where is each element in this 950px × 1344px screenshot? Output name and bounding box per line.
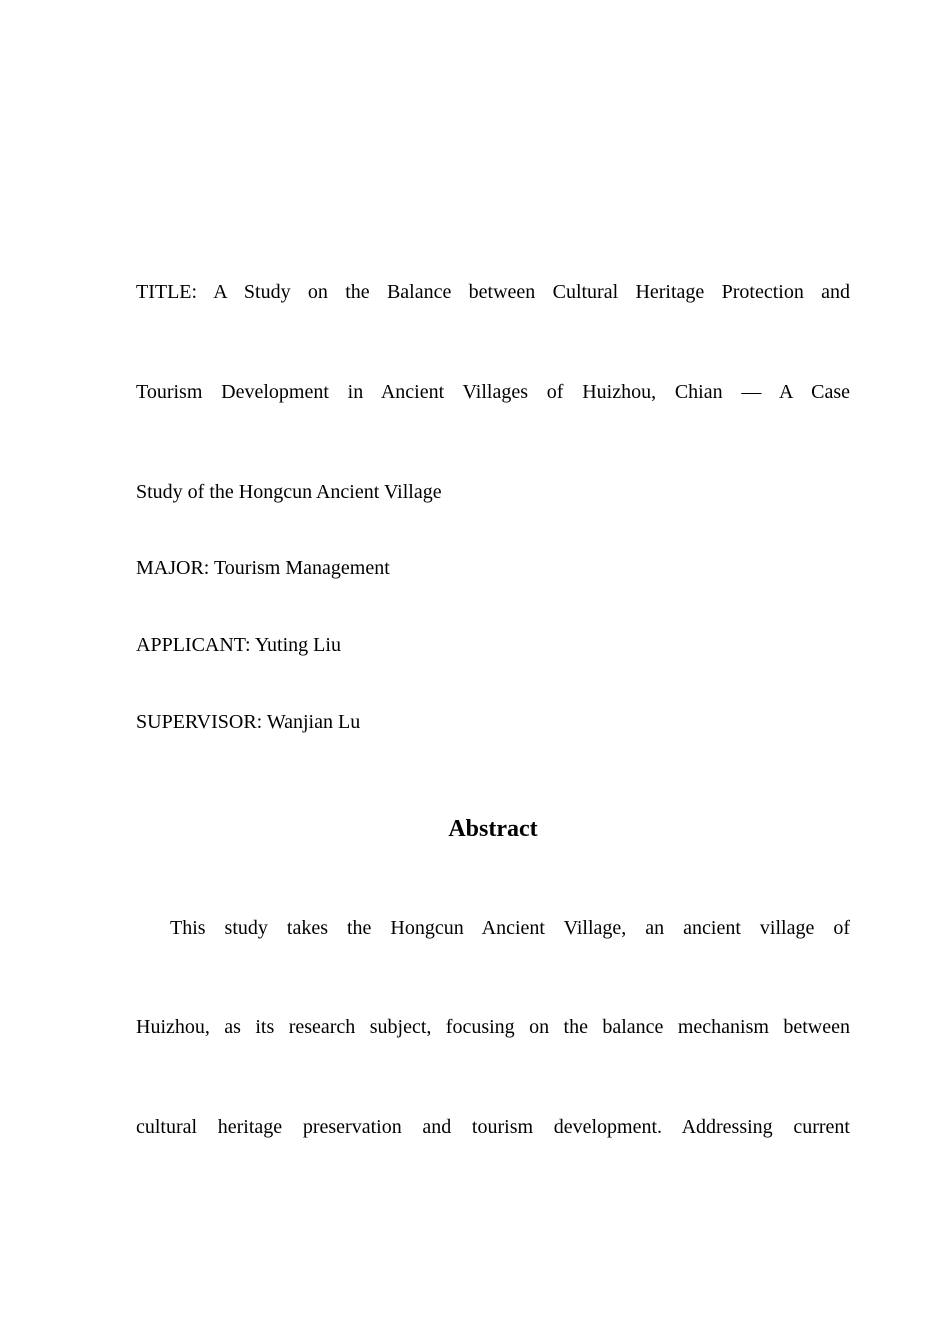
major-line: MAJOR: Tourism Management (136, 557, 390, 579)
abstract-line-2: Huizhou, as its research subject, focusing on the balance mechanism between (136, 1016, 850, 1038)
title-line-2: Tourism Development in Ancient Villages of Huizhou, Chian — A Case (136, 381, 850, 403)
applicant-line: APPLICANT: Yuting Liu (136, 634, 341, 656)
title-line-1: TITLE: A Study on the Balance between Cultural Heritage Protection and (136, 281, 850, 303)
title-line-3: Study of the Hongcun Ancient Village (136, 481, 442, 503)
abstract-line-3: cultural heritage preservation and tourism development. Addressing current (136, 1116, 850, 1138)
abstract-line-1: This study takes the Hongcun Ancient Village, an ancient village of (170, 917, 850, 939)
abstract-heading: Abstract (448, 816, 538, 842)
supervisor-line: SUPERVISOR: Wanjian Lu (136, 711, 361, 733)
